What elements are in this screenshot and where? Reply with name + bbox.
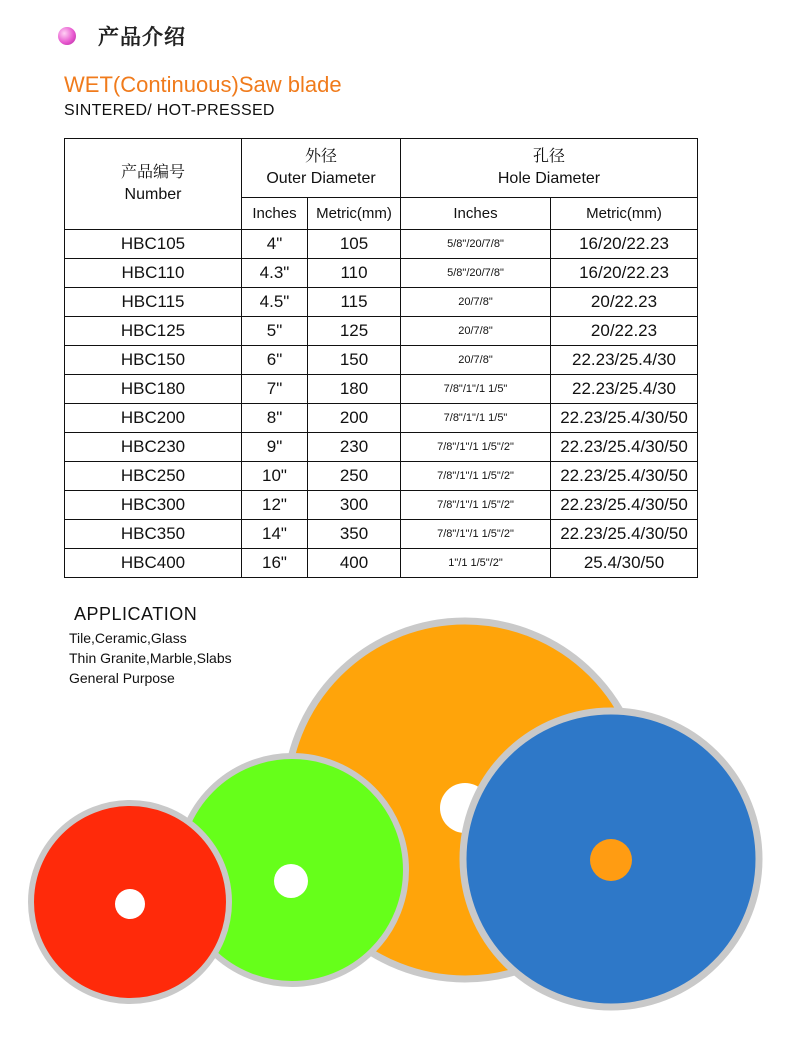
- hole-metric-cell: 20/22.23: [551, 288, 698, 317]
- section-title: 产品介绍: [98, 26, 186, 49]
- product-number-cell: HBC105: [65, 230, 242, 259]
- outer-inches-cell: 5": [242, 317, 308, 346]
- hole-metric-cell: 16/20/22.23: [551, 259, 698, 288]
- table-row: [65, 317, 698, 346]
- outer-inches-cell: 16": [242, 549, 308, 578]
- outer-metric-cell: 105: [308, 230, 401, 259]
- number-header-cn: 产品编号: [120, 164, 185, 181]
- hole-inches-cell: 7/8"/1"/1 1/5"/2": [401, 433, 551, 462]
- outer-metric-cell: 150: [308, 346, 401, 375]
- outer-header-en: Outer Diameter: [266, 170, 376, 187]
- product-title: WET(Continuous)Saw blade: [64, 72, 342, 97]
- hole-inches-cell: 5/8"/20/7/8": [401, 230, 551, 259]
- table-row: [65, 230, 698, 259]
- outer-diameter-header: [242, 139, 401, 198]
- outer-metric-cell: 125: [308, 317, 401, 346]
- outer-inches-cell: 7": [242, 375, 308, 404]
- hole-metric-cell: 22.23/25.4/30: [551, 375, 698, 404]
- number-header-en: Number: [124, 186, 182, 203]
- number-header: [65, 139, 242, 230]
- hole-metric-header: Metric(mm): [551, 198, 698, 230]
- application-title: APPLICATION: [74, 604, 198, 624]
- section-header: [58, 22, 186, 50]
- hole-metric-cell: 16/20/22.23: [551, 230, 698, 259]
- hole-inches-cell: 20/7/8": [401, 288, 551, 317]
- hole-inches-cell: 7/8"/1"/1 1/5": [401, 375, 551, 404]
- blue-saw-blade: [463, 711, 759, 1007]
- product-number-cell: HBC350: [65, 520, 242, 549]
- table-row: [65, 520, 698, 549]
- spec-table: [64, 138, 698, 578]
- product-number-cell: HBC230: [65, 433, 242, 462]
- outer-metric-cell: 400: [308, 549, 401, 578]
- product-number-cell: HBC400: [65, 549, 242, 578]
- application-line: General Purpose: [69, 670, 175, 686]
- saw-blades-illustration: [0, 600, 800, 1044]
- outer-metric-cell: 250: [308, 462, 401, 491]
- spec-table-body: [65, 230, 698, 578]
- hole-metric-cell: 22.23/25.4/30: [551, 346, 698, 375]
- outer-inches-cell: 8": [242, 404, 308, 433]
- application-line: Tile,Ceramic,Glass: [69, 630, 187, 646]
- table-row: [65, 375, 698, 404]
- product-number-cell: HBC200: [65, 404, 242, 433]
- hole-metric-cell: 22.23/25.4/30/50: [551, 433, 698, 462]
- hole-inches-cell: 20/7/8": [401, 317, 551, 346]
- outer-metric-cell: 115: [308, 288, 401, 317]
- outer-inches-cell: 9": [242, 433, 308, 462]
- table-row: [65, 462, 698, 491]
- outer-metric-cell: 110: [308, 259, 401, 288]
- outer-inches-cell: 10": [242, 462, 308, 491]
- hole-metric-cell: 22.23/25.4/30/50: [551, 404, 698, 433]
- hole-inches-cell: 7/8"/1"/1 1/5"/2": [401, 520, 551, 549]
- hole-metric-cell: 20/22.23: [551, 317, 698, 346]
- outer-inches-cell: 4.3": [242, 259, 308, 288]
- outer-metric-cell: 200: [308, 404, 401, 433]
- table-row: [65, 288, 698, 317]
- table-row: [65, 491, 698, 520]
- bullet-icon: [58, 27, 76, 45]
- outer-metric-cell: 180: [308, 375, 401, 404]
- outer-inches-header: Inches: [242, 198, 308, 230]
- outer-inches-cell: 14": [242, 520, 308, 549]
- outer-metric-cell: 300: [308, 491, 401, 520]
- application-line: Thin Granite,Marble,Slabs: [69, 650, 232, 666]
- product-number-cell: HBC110: [65, 259, 242, 288]
- outer-metric-cell: 350: [308, 520, 401, 549]
- outer-inches-cell: 6": [242, 346, 308, 375]
- hole-inches-cell: 7/8"/1"/1 1/5"/2": [401, 491, 551, 520]
- product-subtitle: SINTERED/ HOT-PRESSED: [64, 102, 275, 119]
- table-row: [65, 433, 698, 462]
- outer-metric-header: Metric(mm): [308, 198, 401, 230]
- product-number-cell: HBC125: [65, 317, 242, 346]
- hole-metric-cell: 22.23/25.4/30/50: [551, 491, 698, 520]
- hole-metric-cell: 25.4/30/50: [551, 549, 698, 578]
- product-number-cell: HBC250: [65, 462, 242, 491]
- hole-inches-header: Inches: [401, 198, 551, 230]
- hole-header-cn: 孔径: [532, 148, 565, 165]
- product-number-cell: HBC180: [65, 375, 242, 404]
- hole-inches-cell: 5/8"/20/7/8": [401, 259, 551, 288]
- hole-metric-cell: 22.23/25.4/30/50: [551, 520, 698, 549]
- hole-inches-cell: 20/7/8": [401, 346, 551, 375]
- red-saw-blade: [31, 803, 229, 1001]
- product-number-cell: HBC115: [65, 288, 242, 317]
- hole-diameter-header: [401, 139, 698, 198]
- product-number-cell: HBC300: [65, 491, 242, 520]
- table-row: [65, 404, 698, 433]
- table-row: [65, 346, 698, 375]
- outer-inches-cell: 12": [242, 491, 308, 520]
- hole-inches-cell: 1"/1 1/5"/2": [401, 549, 551, 578]
- table-row: [65, 259, 698, 288]
- hole-header-en: Hole Diameter: [497, 170, 601, 187]
- outer-header-cn: 外径: [304, 148, 337, 165]
- hole-inches-cell: 7/8"/1"/1 1/5"/2": [401, 462, 551, 491]
- outer-inches-cell: 4.5": [242, 288, 308, 317]
- outer-inches-cell: 4": [242, 230, 308, 259]
- hole-inches-cell: 7/8"/1"/1 1/5": [401, 404, 551, 433]
- outer-metric-cell: 230: [308, 433, 401, 462]
- table-row: [65, 549, 698, 578]
- hole-metric-cell: 22.23/25.4/30/50: [551, 462, 698, 491]
- product-number-cell: HBC150: [65, 346, 242, 375]
